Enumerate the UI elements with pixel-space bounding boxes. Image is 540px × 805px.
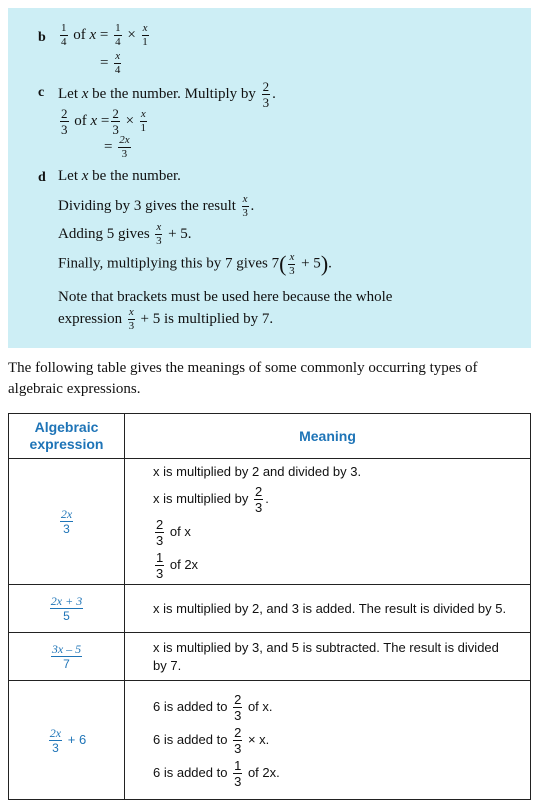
worked-solution-box <box>8 8 531 348</box>
part-b-line1: $\frac{1}{4}$ of x = $\frac{1}{4}$ × $\frac{x}{1}$ <box>61 22 148 48</box>
meaning-line: x is multiplied by 3, and 5 is subtracted. The result is divided by 7. <box>153 639 499 673</box>
label-c: c <box>38 85 45 100</box>
label-d: d <box>38 170 46 185</box>
expression-cell: $\frac{3x - 5}{7}$ <box>9 633 125 681</box>
meaning-line: x is multiplied by 2 and divided by 3. <box>153 464 362 479</box>
meaning-cell <box>125 459 531 585</box>
meaning-line: 6 is added to $\frac{2}{3}$ × x. <box>153 724 270 756</box>
meaning-line: $\frac{2}{3}$ of x <box>156 517 191 548</box>
part-d-line4: Finally, multiplying this by 7 gives 7( $\frac{x}{3}$ + 5). <box>58 250 332 277</box>
intro-paragraph: The following table gives the meanings of some commonly occurring types of algebraic expressions. <box>8 360 478 397</box>
table-header-row <box>9 414 531 459</box>
part-c-line2: $\frac{2}{3}$ of x = $\frac{2}{3}$ × $\frac{x}{1}$ <box>61 106 147 137</box>
meaning-line: $\frac{1}{3}$ of 2x <box>156 550 199 581</box>
meaning-line: 6 is added to $\frac{2}{3}$ of x. <box>153 691 273 723</box>
part-d-line3: Adding 5 gives $\frac{x}{3}$ + 5. <box>58 221 192 247</box>
expression-meanings-table <box>8 413 531 800</box>
meaning-line: x is multiplied by 2, and 3 is added. The result is divided by 5. <box>153 600 507 616</box>
part-d-line1: Let x be the number. <box>58 168 181 184</box>
expression-cell: $\frac{2x}{3}$ + 6 <box>9 681 125 800</box>
meaning-line: x is multiplied by $\frac{2}{3}$ . <box>153 484 269 515</box>
meaning-cell <box>125 585 531 633</box>
meaning-line: 6 is added to $\frac{1}{3}$ of 2x. <box>153 757 280 789</box>
expression-cell: $\frac{2x + 3}{5}$ <box>9 585 125 633</box>
part-c-line3: = $\frac{2x}{3}$ <box>104 134 130 160</box>
table-row <box>9 633 531 681</box>
part-d-line2: Dividing by 3 gives the result $\frac{x}{3}$ . <box>58 193 255 219</box>
header-expression: Algebraic expression <box>9 414 125 459</box>
table-row <box>9 585 531 633</box>
header-meaning: Meaning <box>125 414 531 459</box>
table-row <box>9 681 531 800</box>
part-c-line1: Let x be the number. Multiply by $\frac{2}{3}$ . <box>58 79 276 110</box>
note-line1: Note that brackets must be used here because the whole <box>58 289 393 305</box>
note-line2: expression $\frac{x}{3}$ + 5 is multiplied by 7. <box>58 306 274 332</box>
label-b: b <box>38 30 46 45</box>
meaning-cell <box>125 681 531 800</box>
table-row <box>9 459 531 585</box>
part-b-line2: = $\frac{x}{4}$ <box>100 50 121 76</box>
expression-cell: $\frac{2x}{3}$ <box>9 459 125 585</box>
meaning-cell <box>125 633 531 681</box>
